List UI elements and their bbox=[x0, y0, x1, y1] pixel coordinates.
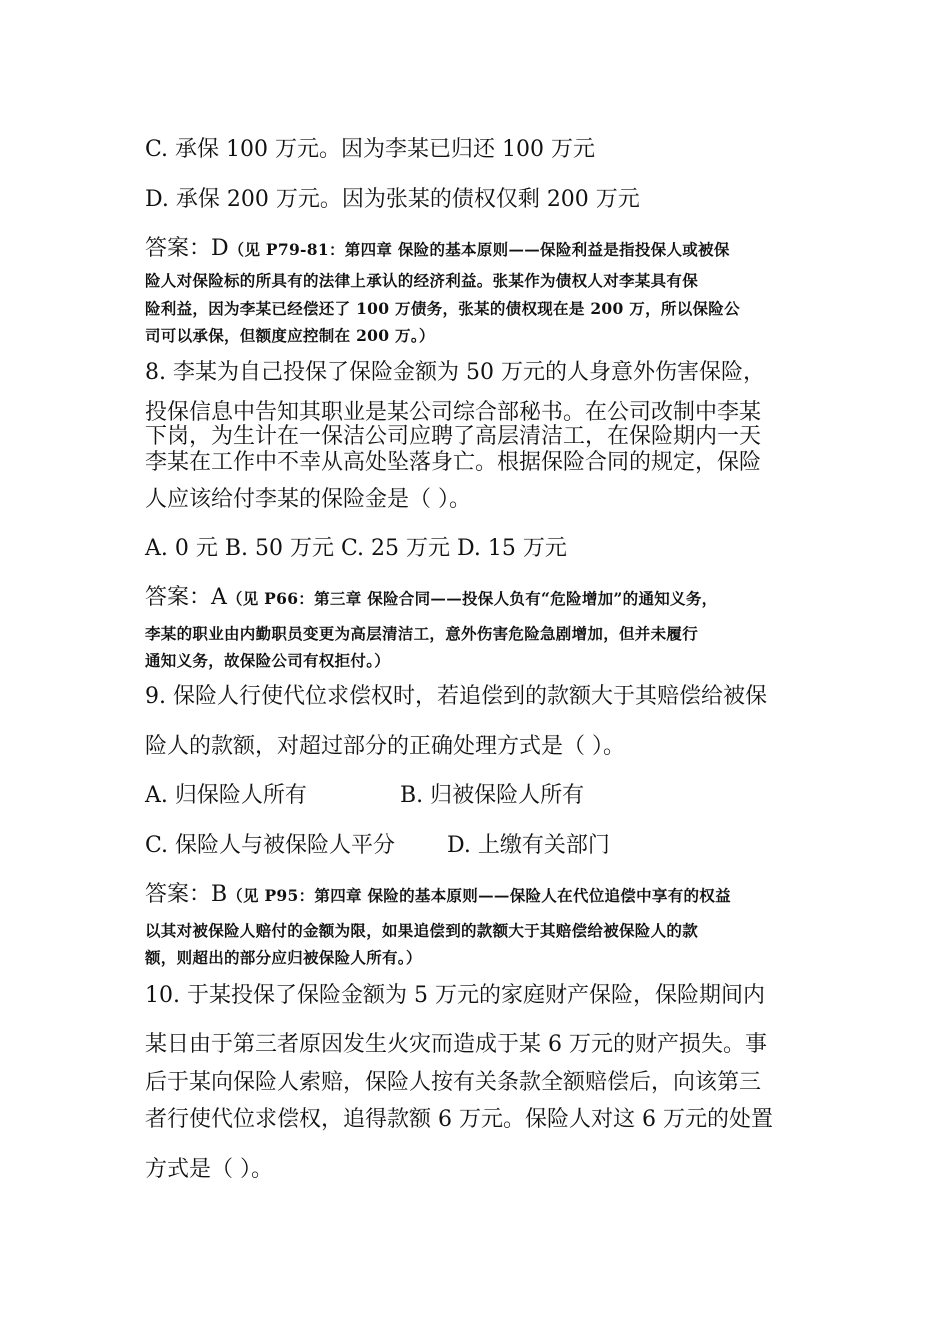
answer-note: 险人对保险标的所具有的法律上承认的经济利益。张某作为债权人对李某具有保 bbox=[145, 271, 699, 290]
answer-note: （见 P95：第四章 保险的基本原则——保险人在代位追偿中享有的权益 bbox=[227, 886, 731, 905]
answer-note: 通知义务，故保险公司有权拒付。） bbox=[145, 651, 391, 670]
q10-stem: 者行使代位求偿权，追得款额 6 万元。保险人对这 6 万元的处置 bbox=[145, 1107, 773, 1132]
q10-stem: 10. 于某投保了保险金额为 5 万元的家庭财产保险，保险期间内 bbox=[145, 983, 765, 1008]
q9-stem: 险人的款额，对超过部分的正确处理方式是（ ）。 bbox=[145, 734, 625, 759]
q8-stem: 李某在工作中不幸从高处坠落身亡。根据保险合同的规定，保险 bbox=[145, 450, 762, 475]
q8-options: A. 0 元 B. 50 万元 C. 25 万元 D. 15 万元 bbox=[145, 536, 567, 561]
q8-answer bbox=[145, 585, 717, 612]
answer-note: 司可以承保，但额度应控制在 200 万。） bbox=[145, 326, 435, 345]
answer-note: （见 P79-81：第四章 保险的基本原则——保险利益是指投保人或被保 bbox=[228, 240, 730, 259]
q8-stem: 8. 李某为自己投保了保险金额为 50 万元的人身意外伤害保险， bbox=[145, 360, 765, 385]
answer-note: 李某的职业由内勤职员变更为高层清洁工，意外伤害危险急剧增加，但并未履行 bbox=[145, 624, 699, 643]
answer-note: 以其对被保险人赔付的金额为限，如果追偿到的款额大于其赔偿给被保险人的款 bbox=[145, 921, 699, 940]
q10-stem: 某日由于第三者原因发生火灾而造成于某 6 万元的财产损失。事 bbox=[145, 1032, 767, 1057]
answer-label: 答案：D bbox=[145, 236, 229, 261]
answer-note: 额，则超出的部分应归被保险人所有。） bbox=[145, 948, 422, 967]
q7-option-c: C. 承保 100 万元。因为李某已归还 100 万元 bbox=[145, 137, 595, 162]
q7-option-d: D. 承保 200 万元。因为张某的债权仅剩 200 万元 bbox=[145, 187, 640, 212]
answer-note: （见 P66：第三章 保险合同——投保人负有“危险增加”的通知义务， bbox=[226, 589, 718, 608]
q9-option-c: C. 保险人与被保险人平分 bbox=[145, 833, 396, 858]
q10-stem: 方式是（ ）。 bbox=[145, 1157, 273, 1182]
q9-option-b: B. 归被保险人所有 bbox=[400, 783, 585, 808]
q8-stem: 下岗，为生计在一保洁公司应聘了高层清洁工，在保险期内一天 bbox=[145, 424, 762, 449]
answer-label: 答案：B bbox=[145, 882, 228, 907]
q9-stem: 9. 保险人行使代位求偿权时，若追偿到的款额大于其赔偿给被保 bbox=[145, 684, 767, 709]
q8-stem: 投保信息中告知其职业是某公司综合部秘书。在公司改制中李某 bbox=[145, 400, 762, 425]
q9-answer bbox=[145, 882, 731, 909]
q9-option-d: D. 上缴有关部门 bbox=[447, 833, 610, 858]
q10-stem: 后于某向保险人索赔，保险人按有关条款全额赔偿后，向该第三 bbox=[145, 1070, 762, 1095]
q7-answer bbox=[145, 236, 730, 263]
q8-stem: 人应该给付李某的保险金是（ ）。 bbox=[145, 487, 471, 512]
q9-option-a: A. 归保险人所有 bbox=[145, 783, 307, 808]
answer-label: 答案：A bbox=[145, 585, 227, 610]
answer-note: 险利益，因为李某已经偿还了 100 万债务，张某的债权现在是 200 万，所以保险公 bbox=[145, 299, 740, 318]
